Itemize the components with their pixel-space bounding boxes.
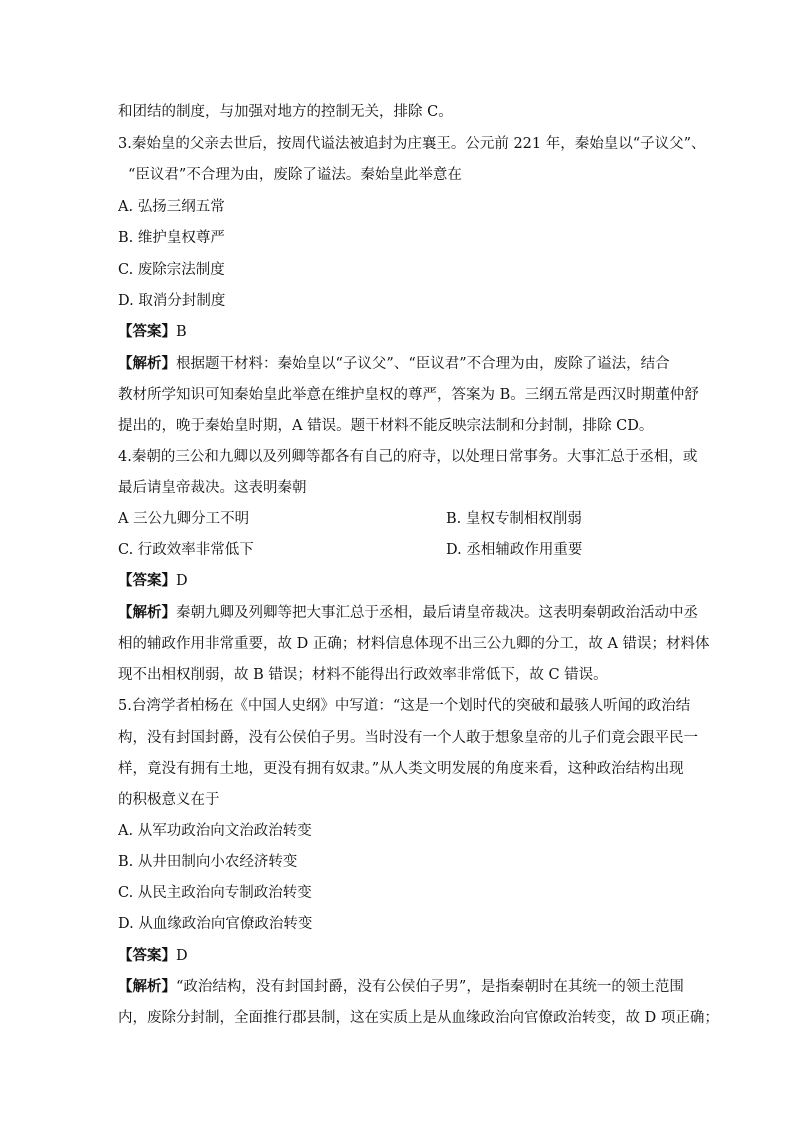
answer-value: D [176, 948, 188, 964]
question-5-stem-cont: 的积极意义在于 [118, 792, 220, 808]
question-5-stem-cont: 构，没有封国封爵，没有公侯伯子男。当时没有一个人敢于想象皇帝的儿子们竟会跟平民一 [118, 730, 698, 746]
answer-value: B [176, 324, 187, 340]
question-3-option-c: C. 废除宗法制度 [118, 262, 225, 278]
question-4-option-c: C. 行政效率非常低下 [118, 542, 254, 558]
analysis-label: 【解析】 [118, 978, 176, 995]
question-5-option-b: B. 从井田制向小农经济转变 [118, 854, 298, 870]
analysis-text: 秦朝九卿及列卿等把大事汇总于丞相，最后请皇帝裁决。这表明秦朝政治活动中丞 [176, 605, 698, 621]
question-3-option-b: B. 维护皇权尊严 [118, 230, 225, 246]
question-5-option-a: A. 从军功政治向文治政治转变 [118, 823, 312, 839]
question-3-option-d: D. 取消分封制度 [118, 293, 226, 309]
question-5-analysis-cont: 内，废除分封制，全面推行郡县制，这在实质上是从血缘政治向官僚政治转变，故 D 项正确； [118, 1010, 719, 1026]
question-3-stem: 3.秦始皇的父亲去世后，按周代谥法被追封为庄襄王。公元前 221 年，秦始皇以“子议父”、 [118, 136, 706, 152]
question-4-analysis [118, 603, 698, 623]
question-4-analysis-cont: 现不出相权削弱，故 B 错误；材料不能得出行政效率非常低下，故 C 错误。 [118, 667, 608, 683]
question-3-analysis [118, 354, 670, 374]
question-5-stem-cont: 样，竟没有拥有土地，更没有拥有奴隶。”从人类文明发展的角度来看，这种政治结构出现 [118, 761, 684, 777]
analysis-text: “政治结构，没有封国封爵，没有公侯伯子男”，是指秦朝时在其统一的领土范围 [176, 979, 684, 995]
question-5-stem: 5.台湾学者柏杨在《中国人史纲》中写道：“这是一个划时代的突破和最骇人听闻的政治结 [118, 698, 691, 714]
question-4-option-d: D. 丞相辅政作用重要 [446, 542, 583, 558]
analysis-label: 【解析】 [118, 604, 176, 621]
text-line: 和团结的制度，与加强对地方的控制无关，排除 C。 [118, 104, 453, 120]
answer-label: 【答案】 [118, 947, 176, 964]
question-4-analysis-cont: 相的辅政作用非常重要，故 D 正确；材料信息体现不出三公九卿的分工，故 A 错误；材料体 [118, 636, 710, 652]
question-3-analysis-cont: 教材所学知识可知秦始皇此举意在维护皇权的尊严，答案为 B。三纲五常是西汉时期董仲舒 [118, 387, 699, 403]
question-3-answer [118, 322, 187, 342]
analysis-text: 根据题干材料：秦始皇以“子议父”、“臣议君”不合理为由，废除了谥法，结合 [176, 356, 670, 372]
question-5-analysis [118, 977, 684, 997]
question-5-answer [118, 946, 188, 966]
question-4-option-a: A 三公九卿分工不明 [118, 511, 250, 527]
answer-value: D [176, 573, 188, 589]
question-4-answer [118, 571, 188, 591]
question-3-analysis-cont: 提出的，晚于秦始皇时期，A 错误。题干材料不能反映宗法制和分封制，排除 CD。 [118, 418, 654, 434]
question-5-option-d: D. 从血缘政治向官僚政治转变 [118, 916, 313, 932]
question-4-stem-cont: 最后请皇帝裁决。这表明秦朝 [118, 480, 307, 496]
question-4-stem: 4.秦朝的三公和九卿以及列卿等都各有自己的府寺，以处理日常事务。大事汇总于丞相，或 [118, 449, 698, 465]
answer-label: 【答案】 [118, 323, 176, 340]
question-3-option-a: A. 弘扬三纲五常 [118, 199, 225, 215]
question-5-option-c: C. 从民主政治向专制政治转变 [118, 885, 312, 901]
analysis-label: 【解析】 [118, 355, 176, 372]
question-3-stem-cont: “臣议君”不合理为由，废除了谥法。秦始皇此举意在 [128, 167, 462, 183]
question-4-option-b: B. 皇权专制相权削弱 [446, 511, 582, 527]
answer-label: 【答案】 [118, 572, 176, 589]
